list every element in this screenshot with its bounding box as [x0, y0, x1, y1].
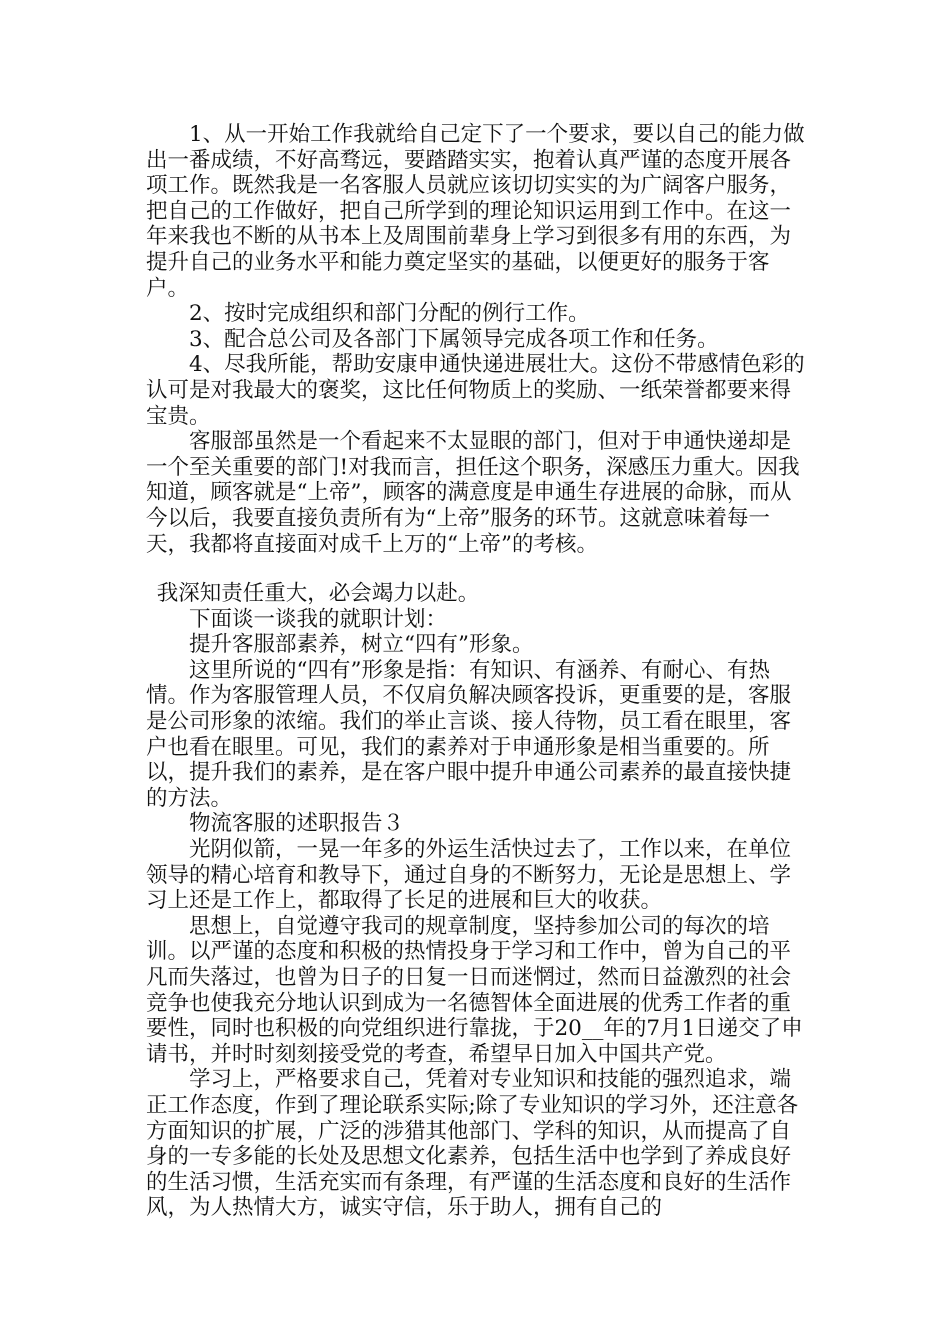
paragraph-four-haves-detail: 这里所说的“四有”形象是指：有知识、有涵养、有耐心、有热情。作为客服管理人员，不仅肩负解决顾客投诉，更重要的是，客服是公司形象的浓缩。我们的举止言谈、接人待物，员工看在眼里，客户也看在眼里。可见，我们的素养对于申通形象是相当重要的。所以，提升我们的素养，是在客户眼中提升申通公司素养的最直接快捷的方法。 [146, 657, 792, 811]
paragraph-ideology: 思想上，自觉遵守我司的规章制度，坚持参加公司的每次的培训。以严谨的态度和积极的热情投身于学习和工作中，曾为自己的平凡而失落过，也曾为日子的日复一日而迷惘过，然而日益激烈的社会竞争也使我充分地认识到成为一名德智体全面进展的优秀工作者的重要性，同时也积极的向党组织进行靠拢，于20__年的7月1日递交了申请书，并时时刻刻接受党的考查，希望早日加入中国共产党。 [146, 913, 803, 1067]
paragraph-item-1: 1、从一开始工作我就给自己定下了一个要求，要以自己的能力做出一番成绩，不好高骛远，要踏踏实实，抱着认真严谨的态度开展各项工作。既然我是一名客服人员就应该切切实实的为广阔客户服务，把自己的工作做好，把自己所学到的理论知识运用到工作中。在这一年来我也不断的从书本上及周围前辈身上学习到很多有用的东西，为提升自己的业务水平和能力奠定坚实的基础，以便更好的服务于客户。 [146, 122, 805, 301]
paragraph-study: 学习上，严格要求自己，凭着对专业知识和技能的强烈追求，端正工作态度，作到了理论联系实际;除了专业知识的学习外，还注意各方面知识的扩展，广泛的涉猎其他部门、学科的知识，从而提高了自身的一专多能的长处及思想文化素养，包括生活中也学到了养成良好的生活习惯，生活充实而有条理，有严谨的生活态度和良好的生活作风，为人热情大方，诚实守信，乐于助人，拥有自己的 [146, 1067, 799, 1221]
paragraph-responsibility: 我深知责任重大，必会竭力以赴。 [156, 581, 480, 607]
paragraph-plan-intro: 下面谈一谈我的就职计划： [189, 606, 448, 632]
section-heading: 物流客服的述职报告３ [189, 811, 405, 837]
paragraph-item-2: 2、按时完成组织和部门分配的例行工作。 [189, 301, 590, 327]
document-body [146, 122, 806, 1221]
paragraph-item-3: 3、配合总公司及各部门下属领导完成各项工作和任务。 [189, 326, 719, 352]
paragraph-time-flies: 光阴似箭，一晃一年多的外运生活快过去了，工作以来，在单位领导的精心培育和教导下，通过自身的不断努力，无论是思想上、学习上还是工作上，都取得了长足的进展和巨大的收获。 [146, 837, 792, 914]
paragraph-four-haves: 提升客服部素养，树立“四有”形象。 [189, 632, 534, 658]
paragraph-customer-service: 客服部虽然是一个看起来不太显眼的部门，但对于申通快递却是一个至关重要的部门!对我而言，担任这个职务，深感压力重大。因我知道，顾客就是“上帝”，顾客的满意度是申通生存进展的命脉，而从今以后，我要直接负责所有为“上帝”服务的环节。这就意味着每一天，我都将直接面对成千上万的“上帝”的考核。 [146, 429, 800, 557]
paragraph-item-4: 4、尽我所能，帮助安康申通快递进展壮大。这份不带感情色彩的认可是对我最大的褒奖，这比任何物质上的奖励、一纸荣誉都要来得宝贵。 [146, 352, 805, 429]
